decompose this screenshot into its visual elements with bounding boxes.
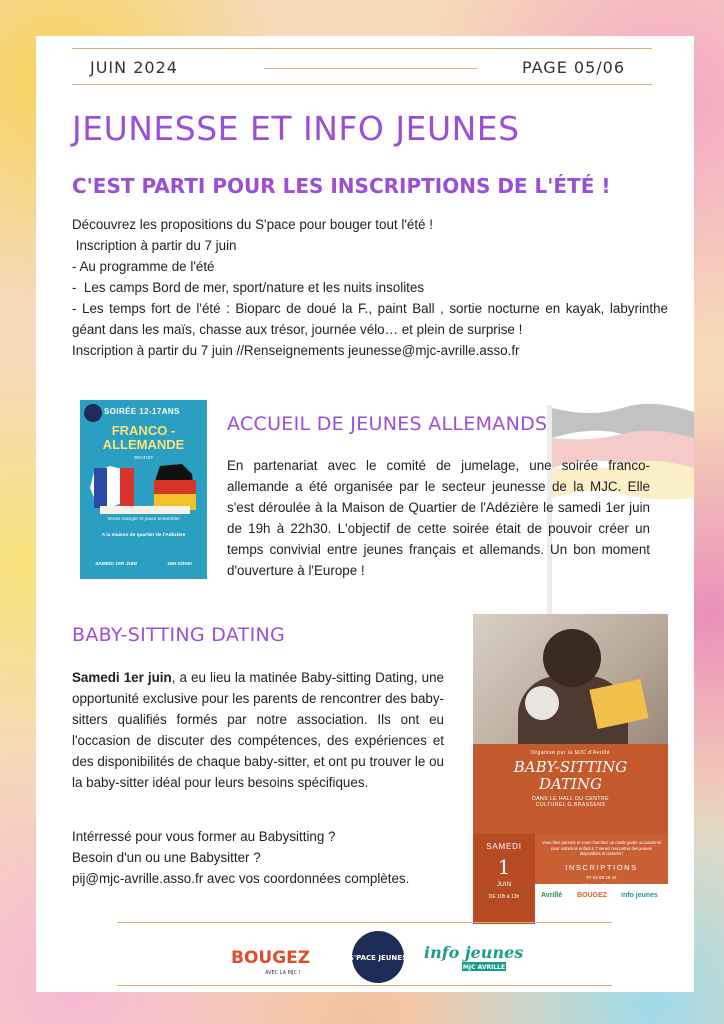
poster-title-band (473, 744, 668, 834)
footer-top-rule (117, 922, 612, 923)
contact-line: pij@mjc-avrille.asso.fr avec vos coordonnées complètes. (72, 871, 410, 886)
header-date: JUIN 2024 (90, 58, 178, 77)
poster-phone: 07 63 69 26 44 (586, 874, 617, 880)
header-bottom-rule (72, 84, 652, 85)
footer-bottom-rule (117, 985, 612, 986)
info-jeunes-logo (422, 932, 524, 976)
poster-free-label: GRATUIT (133, 455, 154, 460)
poster-place: A la maison de quartier de l'Adézière (101, 533, 186, 538)
contact-line: Besoin d'un ou une Babysitter ? (72, 850, 261, 865)
info-jeunes-logo: info jeunes (621, 892, 658, 899)
bougez-logo-text: BOUGEZ (231, 948, 311, 968)
summer-line: - Au programme de l'été (72, 259, 215, 274)
babysitting-text-body: , a eu lieu la matinée Baby-sitting Dating, une opportunité exclusive pour les parents de rencontrer des baby-sitters qualifiés formés par notre association. Ils ont eu l'occasion de discuter des compétences, des expériences et des disponibilités de chaque baby-sitter, et ont pu trouver le ou la baby-sitter idéal pour leurs besoins spécifiques. (72, 670, 445, 790)
space-jeunes-logo-text: S'PACE JEUNES (348, 954, 408, 962)
babysitting-date-bold: Samedi 1er juin (72, 670, 172, 685)
poster-organizer: Organisé par la MJC d'Avrillé (531, 750, 610, 756)
info-jeunes-logo-tagline: MJC AVRILLE (462, 964, 506, 971)
poster-date-row (80, 562, 207, 567)
summer-line: - Les camps Bord de mer, sport/nature et les nuits insolites (72, 280, 425, 295)
franco-allemande-poster (80, 400, 207, 579)
section-babysitting-heading: BABY-SITTING DATING (72, 624, 286, 646)
info-jeunes-logo-text: info jeunes (424, 943, 524, 962)
babysitting-contact (72, 826, 472, 889)
section-german-text: En partenariat avec le comité de jumelage, une soirée franco-allemande a été organisée par le secteur jeunesse de la MJC. Elle s'est déroulée à la Maison de Quartier de l'Adézière le samedi 1er juin de 19h à 22h30. L'objectif de cette soirée était de pouvoir créer un temps convivial entre jeunes français et allemands. Un bon moment d'ouverture à l'Europe ! (227, 458, 650, 578)
header-page-number: PAGE 05/06 (522, 58, 625, 77)
poster-title: BABY-SITTING DATING (513, 758, 628, 793)
poster-time: 19H-22H30 (167, 562, 192, 567)
section-babysitting-text (72, 667, 444, 793)
bougez-logo (229, 939, 311, 979)
bougez-logo-tagline: AVEC LA MJC ! (265, 970, 301, 976)
summer-line: Découvrez les propositions du S'pace pour bouger tout l'été ! (72, 217, 433, 232)
poster-title: FRANCO - ALLEMANDE (102, 423, 185, 452)
poster-age-label: SOIRÉE 12-17ANS (104, 407, 180, 416)
father-baby-photo (473, 614, 668, 744)
space-jeunes-badge (84, 404, 102, 422)
section-summer-text (72, 214, 668, 361)
page-sheet (36, 36, 694, 992)
summer-line: - Les temps fort de l'été : Bioparc de doué la F., paint Ball , sortie nocturne en kayak, labyrinthe géant dans les maïs, chasse aux trésor, journée vélo… et plein de surprise ! (72, 301, 668, 337)
poster-logos (535, 884, 668, 924)
poster-date: SAMEDI 1ER JUIN (95, 562, 137, 567)
summer-line: Inscription à partir du 7 juin //Renseignements jeunesse@mjc-avrille.asso.fr (72, 343, 520, 358)
babysitting-dating-poster (473, 614, 668, 924)
header-top-rule (72, 48, 652, 49)
section-summer-heading: C'EST PARTI POUR LES INSCRIPTIONS DE L'ÉTÉ ! (72, 174, 611, 198)
poster-description: Vous êtes parents et vous cherchez un mode garde occasionnel pour votre/vos enfant.s ? Venez rencontrer des jeunes disponibles et motivés ! (542, 840, 661, 856)
poster-text: Venez manger et jouez ensemble! (107, 517, 180, 522)
poster-date-block: SAMEDI 1 JUIN DE 10h à 13h (473, 834, 535, 924)
bougez-logo: BOUGEZ (577, 892, 607, 899)
avrille-logo: Avrillé (541, 892, 563, 899)
contact-line: Intérressé pour vous former au Babysitting ? (72, 829, 336, 844)
france-germany-maps-illustration (80, 460, 207, 516)
summer-line: Inscription à partir du 7 juin (72, 238, 237, 253)
poster-location: DANS LE HALL DU CENTRE CULTUREL G.BRASSENS (532, 796, 609, 808)
space-jeunes-logo (350, 929, 406, 985)
header-middle-rule (264, 68, 478, 69)
page-title: JEUNESSE ET INFO JEUNES (72, 109, 520, 148)
section-german-heading: ACCUEIL DE JEUNES ALLEMANDS (227, 413, 548, 435)
poster-inscriptions: INSCRIPTIONS (565, 862, 638, 872)
